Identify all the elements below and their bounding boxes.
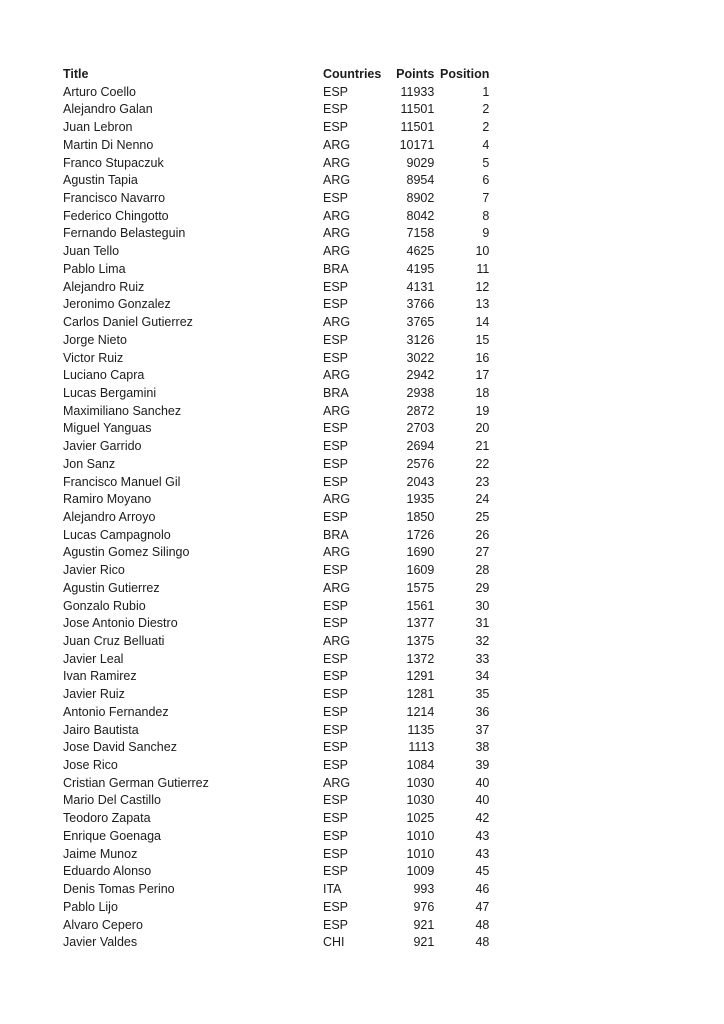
header-row [63, 66, 489, 84]
cell-country: ESP [323, 191, 349, 206]
cell-points: 1690 [406, 545, 435, 560]
table-row [63, 190, 489, 208]
cell-points: 1377 [406, 616, 435, 631]
cell-position: 1 [482, 84, 490, 99]
table-row [63, 562, 489, 580]
table-row [63, 810, 489, 828]
cell-position: 2 [482, 102, 490, 117]
cell-title: Jeronimo Gonzalez [63, 297, 171, 312]
cell-title: Alvaro Cepero [63, 917, 143, 932]
table-row [63, 296, 489, 314]
table-row [63, 172, 489, 190]
cell-title: Federico Chingotto [63, 208, 169, 223]
cell-points: 3766 [406, 297, 435, 312]
cell-title: Jairo Bautista [63, 722, 139, 737]
cell-country: ESP [323, 84, 349, 99]
cell-position: 23 [475, 474, 490, 489]
cell-position: 28 [475, 563, 490, 578]
cell-points: 1575 [406, 580, 435, 595]
cell-points: 1291 [406, 669, 435, 684]
cell-position: 19 [475, 403, 490, 418]
table-row [63, 403, 489, 421]
cell-position: 10 [475, 244, 490, 259]
cell-points: 10171 [399, 137, 435, 152]
cell-country: ARG [323, 634, 351, 648]
cell-points: 1030 [406, 793, 435, 808]
cell-country: ESP [323, 793, 349, 808]
cell-points: 11501 [400, 102, 435, 117]
table-row [63, 686, 489, 704]
cell-position: 40 [475, 775, 490, 790]
cell-title: Martin Di Nenno [63, 137, 154, 152]
cell-title: Javier Rico [63, 563, 125, 578]
cell-country: ARG [323, 775, 351, 790]
cell-position: 21 [475, 439, 490, 454]
table-row [63, 385, 489, 403]
cell-title: Victor Ruiz [63, 350, 124, 365]
cell-points: 2942 [406, 368, 435, 383]
table-row [63, 739, 489, 757]
table-row [63, 332, 489, 350]
table-row [63, 314, 489, 332]
cell-country: ITA [323, 882, 342, 897]
cell-position: 2 [482, 120, 490, 135]
cell-country: ESP [323, 616, 349, 631]
cell-points: 1375 [406, 634, 435, 648]
cell-position: 15 [475, 332, 490, 347]
cell-country: ESP [323, 279, 349, 294]
cell-points: 2694 [406, 439, 435, 454]
cell-points: 8902 [406, 191, 435, 206]
cell-title: Pablo Lima [63, 261, 126, 276]
cell-points: 921 [413, 935, 435, 950]
cell-position: 8 [482, 208, 490, 223]
cell-title: Alejandro Arroyo [63, 509, 156, 524]
cell-title: Gonzalo Rubio [63, 598, 146, 613]
cell-points: 1281 [406, 687, 435, 702]
table-row [63, 722, 489, 740]
table-row [63, 155, 489, 173]
table-row [63, 420, 489, 438]
cell-points: 1214 [406, 704, 435, 719]
table-row [63, 651, 489, 669]
table-row [63, 350, 489, 368]
cell-title: Antonio Fernandez [63, 704, 169, 719]
cell-country: ESP [323, 899, 349, 914]
cell-points: 2043 [406, 474, 435, 489]
cell-title: Agustin Gomez Silingo [63, 545, 190, 560]
cell-title: Jose Rico [63, 758, 118, 773]
table-header [63, 66, 489, 84]
cell-points: 7158 [406, 226, 435, 241]
cell-title: Fernando Belasteguin [63, 226, 186, 241]
cell-position: 22 [475, 456, 490, 471]
cell-points: 1009 [406, 864, 435, 879]
cell-country: ARG [323, 545, 351, 560]
cell-position: 24 [475, 492, 490, 507]
cell-country: ARG [323, 368, 351, 383]
cell-title: Jorge Nieto [63, 332, 127, 347]
table-row [63, 828, 489, 846]
cell-points: 4131 [406, 279, 435, 294]
cell-points: 8954 [406, 173, 435, 188]
table-row [63, 491, 489, 509]
cell-points: 2938 [406, 385, 435, 400]
cell-points: 1084 [406, 758, 435, 773]
cell-country: ARG [323, 208, 351, 223]
cell-country: ESP [323, 332, 349, 347]
cell-country: ESP [323, 439, 349, 454]
cell-position: 12 [475, 279, 490, 294]
table-row [63, 598, 489, 616]
column-header-title: Title [63, 67, 89, 81]
cell-country: ARG [323, 580, 351, 595]
cell-country: ESP [323, 120, 349, 135]
table-row [63, 668, 489, 686]
cell-points: 1010 [406, 846, 435, 861]
cell-points: 4195 [406, 261, 435, 276]
table-row [63, 899, 489, 917]
cell-points: 976 [413, 899, 435, 914]
cell-position: 26 [475, 527, 490, 542]
cell-position: 34 [475, 669, 490, 684]
cell-position: 11 [476, 261, 490, 276]
cell-position: 27 [475, 545, 490, 560]
cell-country: ESP [323, 722, 349, 737]
cell-country: BRA [323, 261, 349, 276]
cell-country: ARG [323, 244, 351, 259]
cell-title: Lucas Bergamini [63, 385, 157, 400]
cell-country: ESP [323, 669, 349, 684]
table-row [63, 544, 489, 562]
cell-position: 4 [482, 137, 490, 152]
cell-title: Javier Ruiz [63, 687, 125, 702]
cell-country: CHI [323, 935, 345, 950]
cell-position: 14 [475, 315, 490, 330]
cell-title: Miguel Yanguas [63, 421, 152, 436]
cell-country: ESP [323, 704, 349, 719]
cell-title: Franco Stupaczuk [63, 155, 164, 170]
cell-points: 1113 [408, 740, 435, 755]
cell-country: ESP [323, 509, 349, 524]
cell-country: ESP [323, 828, 349, 843]
cell-position: 16 [475, 350, 490, 365]
table-row [63, 474, 489, 492]
table-row [63, 527, 489, 545]
cell-position: 48 [475, 935, 490, 950]
cell-country: ESP [323, 864, 349, 879]
cell-title: Ivan Ramirez [63, 669, 137, 684]
cell-title: Agustin Gutierrez [63, 580, 160, 595]
cell-country: ESP [323, 102, 349, 117]
cell-points: 2703 [406, 421, 435, 436]
cell-country: ARG [323, 155, 351, 170]
cell-country: BRA [323, 385, 349, 400]
table-row [63, 84, 489, 102]
cell-position: 39 [475, 758, 490, 773]
cell-title: Arturo Coello [63, 84, 136, 99]
cell-position: 13 [475, 297, 490, 312]
cell-title: Enrique Goenaga [63, 828, 161, 843]
cell-country: ESP [323, 474, 349, 489]
cell-country: ESP [323, 421, 349, 436]
cell-title: Luciano Capra [63, 368, 145, 383]
table-row [63, 119, 489, 137]
table-row [63, 580, 489, 598]
cell-position: 17 [475, 368, 490, 383]
cell-points: 1025 [406, 811, 435, 826]
cell-country: ESP [323, 917, 349, 932]
cell-position: 45 [475, 864, 490, 879]
cell-points: 921 [413, 917, 435, 932]
cell-position: 32 [475, 634, 490, 648]
cell-title: Maximiliano Sanchez [63, 403, 182, 418]
cell-title: Pablo Lijo [63, 899, 118, 914]
cell-title: Carlos Daniel Gutierrez [63, 315, 193, 330]
cell-position: 42 [475, 811, 490, 826]
cell-title: Javier Garrido [63, 439, 142, 454]
table-row [63, 438, 489, 456]
cell-country: ESP [323, 651, 349, 666]
cell-title: Juan Cruz Belluati [63, 634, 165, 648]
table-row [63, 208, 489, 226]
cell-country: ESP [323, 687, 349, 702]
cell-country: ESP [323, 598, 349, 613]
cell-position: 7 [482, 191, 490, 206]
cell-country: ESP [323, 563, 349, 578]
cell-points: 1010 [406, 828, 435, 843]
cell-country: BRA [323, 527, 349, 542]
cell-title: Alejandro Galan [63, 102, 153, 117]
cell-country: ESP [323, 740, 349, 755]
table-row [63, 757, 489, 775]
cell-points: 2576 [406, 456, 435, 471]
cell-position: 40 [475, 793, 490, 808]
cell-position: 29 [475, 580, 490, 595]
cell-title: Jose David Sanchez [63, 740, 177, 755]
table-row [63, 704, 489, 722]
cell-title: Jon Sanz [63, 456, 116, 471]
cell-position: 36 [475, 704, 490, 719]
cell-country: ARG [323, 492, 351, 507]
table-row [63, 456, 489, 474]
cell-position: 48 [475, 917, 490, 932]
cell-position: 5 [482, 155, 490, 170]
cell-country: ARG [323, 403, 351, 418]
cell-points: 11933 [400, 84, 435, 99]
cell-position: 35 [475, 687, 490, 702]
ranking-table [63, 66, 489, 952]
table-row [63, 846, 489, 864]
table-row [63, 792, 489, 810]
cell-title: Juan Lebron [63, 120, 133, 135]
column-header-countries: Countries [323, 67, 382, 81]
cell-points: 4625 [406, 244, 435, 259]
table-row [63, 101, 489, 119]
table-row [63, 225, 489, 243]
table-row [63, 509, 489, 527]
column-header-points: Points [396, 67, 435, 81]
table-row [63, 775, 489, 793]
cell-points: 8042 [406, 208, 435, 223]
cell-points: 3126 [406, 332, 435, 347]
cell-title: Javier Leal [63, 651, 124, 666]
cell-points: 1850 [406, 509, 435, 524]
cell-title: Eduardo Alonso [63, 864, 152, 879]
cell-title: Jose Antonio Diestro [63, 616, 178, 631]
cell-title: Mario Del Castillo [63, 793, 161, 808]
cell-points: 1609 [406, 563, 435, 578]
table-body [63, 84, 489, 952]
cell-position: 31 [475, 616, 490, 631]
table-row [63, 279, 489, 297]
cell-title: Alejandro Ruiz [63, 279, 145, 294]
cell-position: 20 [475, 421, 490, 436]
table-row [63, 633, 489, 651]
cell-points: 3022 [406, 350, 435, 365]
cell-position: 38 [475, 740, 490, 755]
cell-country: ARG [323, 315, 351, 330]
cell-points: 993 [413, 882, 435, 897]
table-row [63, 934, 489, 952]
cell-title: Jaime Munoz [63, 846, 138, 861]
cell-position: 6 [482, 173, 490, 188]
cell-points: 2872 [406, 403, 435, 418]
table-row [63, 367, 489, 385]
cell-title: Francisco Navarro [63, 191, 166, 206]
cell-points: 1135 [407, 722, 435, 737]
cell-position: 18 [475, 385, 490, 400]
cell-points: 1935 [406, 492, 435, 507]
cell-points: 1561 [406, 598, 435, 613]
table-row [63, 615, 489, 633]
cell-country: ESP [323, 758, 349, 773]
cell-title: Agustin Tapia [63, 173, 138, 188]
cell-points: 11501 [400, 120, 435, 135]
cell-country: ESP [323, 811, 349, 826]
cell-position: 25 [475, 509, 490, 524]
table-row [63, 243, 489, 261]
table-row [63, 881, 489, 899]
cell-position: 30 [475, 598, 490, 613]
cell-title: Cristian German Gutierrez [63, 775, 209, 790]
cell-country: ESP [323, 350, 349, 365]
cell-points: 3765 [406, 315, 435, 330]
cell-title: Ramiro Moyano [63, 492, 152, 507]
cell-points: 1030 [406, 775, 435, 790]
cell-title: Juan Tello [63, 244, 120, 259]
cell-position: 47 [475, 899, 490, 914]
table-row [63, 137, 489, 155]
cell-country: ESP [323, 846, 349, 861]
cell-country: ESP [323, 297, 349, 312]
table-row [63, 917, 489, 935]
cell-position: 33 [475, 651, 490, 666]
cell-position: 9 [482, 226, 490, 241]
cell-position: 43 [475, 846, 490, 861]
cell-position: 46 [475, 882, 490, 897]
table-row [63, 863, 489, 881]
cell-position: 37 [475, 722, 490, 737]
cell-country: ARG [323, 137, 351, 152]
cell-title: Javier Valdes [63, 935, 138, 950]
cell-country: ARG [323, 173, 351, 188]
cell-title: Lucas Campagnolo [63, 527, 171, 542]
cell-points: 9029 [406, 155, 435, 170]
cell-country: ARG [323, 226, 351, 241]
cell-title: Denis Tomas Perino [63, 882, 175, 897]
column-header-position: Position [440, 67, 490, 81]
cell-points: 1372 [406, 651, 435, 666]
cell-position: 43 [475, 828, 490, 843]
cell-title: Teodoro Zapata [63, 811, 151, 826]
cell-points: 1726 [406, 527, 435, 542]
cell-country: ESP [323, 456, 349, 471]
table-row [63, 261, 489, 279]
cell-title: Francisco Manuel Gil [63, 474, 181, 489]
